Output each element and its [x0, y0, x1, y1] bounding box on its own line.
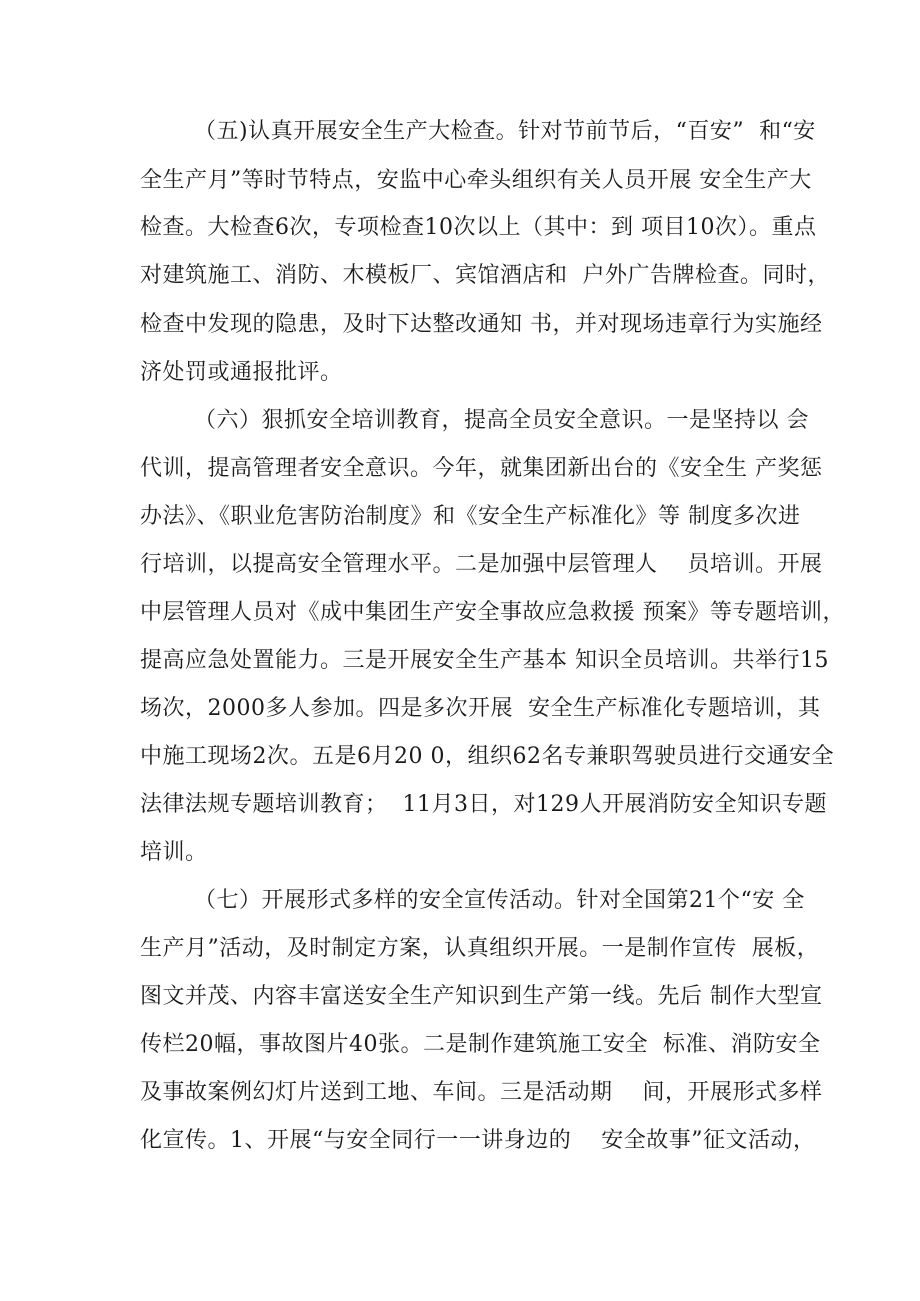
text-line: 化宣传。1、开展“与安全同行一一讲身边的 安全故事”征文活动，: [140, 1128, 816, 1153]
text-line: 代训，提高管理者安全意识。今年，就集团新出台的《安全生 产奖惩: [140, 456, 823, 481]
text-line: （七）开展形式多样的安全宣传活动。针对全国第21个“安 全: [194, 888, 805, 913]
text-line: 法律法规专题培训教育； 11月3日，对129人开展消防安全知识专题: [140, 792, 827, 817]
text-line: 检查。大检查6次，专项检查10次以上（其中：到 项目10次）。重点: [140, 215, 817, 240]
text-line: 对建筑施工、消防、木模板厂、宾馆酒店和 户外广告牌检查。同时，: [140, 263, 830, 288]
text-line: 场次，2000多人参加。四是多次开展 安全生产标准化专题培训，其: [140, 696, 821, 721]
text-line: 图文并茂、内容丰富送安全生产知识到生产第一线。先后 制作大型宣: [140, 984, 823, 1009]
text-line: 检查中发现的隐患，及时下达整改通知 书，并对现场违章行为实施经: [140, 312, 823, 337]
text-line: 行培训，以提高安全管理水平。二是加强中层管理人 员培训。开展: [140, 552, 823, 577]
text-line: 办法》、《职业危害防治制度》和《安全生产标准化》等 制度多次进: [140, 504, 801, 529]
text-line: 提高应急处置能力。三是开展安全生产基本 知识全员培训。共举行15: [140, 648, 829, 673]
text-line: 培训。: [140, 840, 208, 865]
text-line: 及事故案例幻灯片送到工地、车间。三是活动期 间，开展形式多样: [140, 1080, 823, 1105]
text-line: 传栏20幅，事故图片40张。二是制作建筑施工安全 标准、消防安全: [140, 1032, 821, 1057]
text-line: 中层管理人员对《成中集团生产安全事故应急救援 预案》等专题培训，: [140, 600, 845, 625]
text-line: 生产月”活动，及时制定方案，认真组织开展。一是制作宣传 展板，: [140, 936, 820, 961]
text-line: 全生产月”等时节特点，安监中心牵头组织有关人员开展 安全生产大: [140, 168, 812, 193]
text-line: 济处罚或通报批评。: [140, 360, 343, 385]
text-line: 中施工现场2次。五是6月20 0，组织62名专兼职驾驶员进行交通安全: [140, 744, 834, 769]
text-line: （五)认真开展安全生产大检查。针对节前节后，“百安” 和“安: [194, 119, 816, 144]
text-line: （六）狠抓安全培训教育，提高全员安全意识。一是坚持以 会: [194, 408, 809, 433]
